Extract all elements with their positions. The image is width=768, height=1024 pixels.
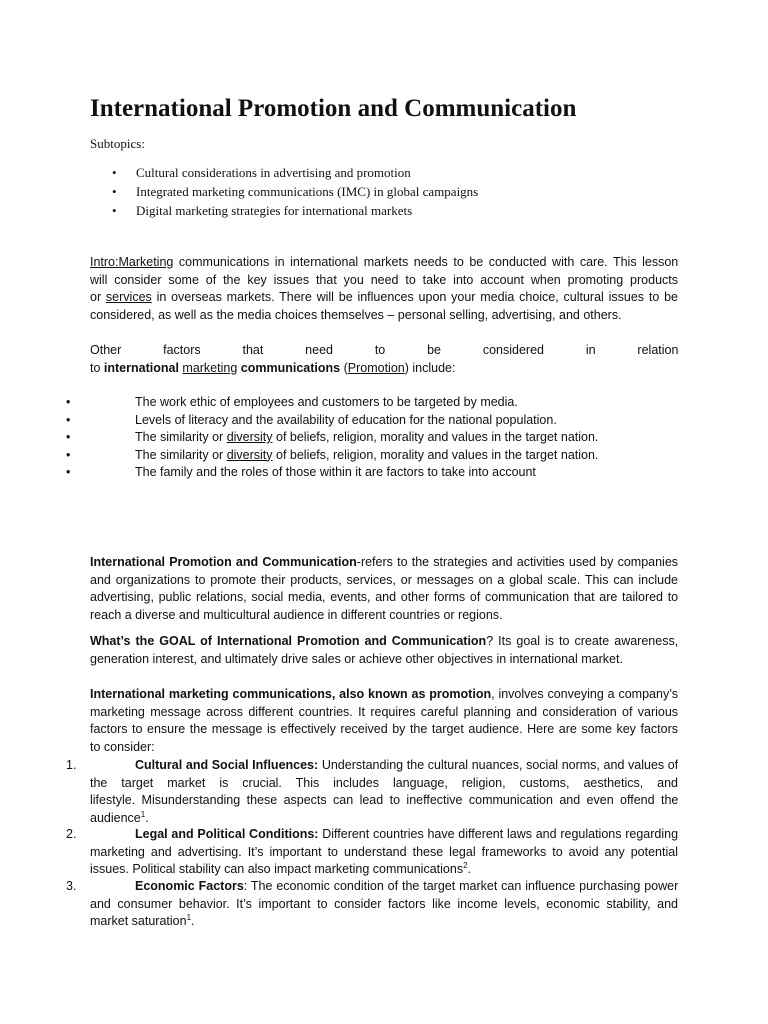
imc-paragraph: International marketing communications, also known as promotion, involves conveying a company’s marketing message across different countries. It requires careful planning and consideration of various factors to ensure the message is effectively received by the target audience. Here are some key factors to consider: [90,687,678,754]
goal-paragraph: What’s the GOAL of International Promotion and Communication? Its goal is to create awareness, generation interest, and ultimately drive sales or achieve other objectives in international market. [90,634,678,666]
list-item: • The similarity or diversity of beliefs, religion, morality and values in the target nation. [66,429,598,447]
bullet-icon: • [112,184,117,199]
subtopics-label: Subtopics: [90,136,145,151]
list-item: • Integrated marketing communications (IMC) in global campaigns [112,184,479,199]
bullet-icon: • [112,165,117,180]
ipc-definition-paragraph: International Promotion and Communication-refers to the strategies and activities used by companies and organizations to promote their products, services, or messages on a global scale. This can include advertising, public relations, social media, events, and other forms of communication that are tailored to reach a diverse and multicultural audience in different countries or regions. [90,555,678,622]
intro-paragraph: Intro:Marketing communications in international markets needs to be conducted with care. This lesson will consider some of the key issues that you need to take into account when promoting products or services in overseas markets. There will be influences upon your media choice, cultural issues to be considered, as well as the media choices themselves – personal selling, advertising, and others. [90,255,678,322]
list-item: • The similarity or diversity of beliefs, religion, morality and values in the target nation. [66,447,598,465]
list-number: 3. [66,879,77,893]
list-item: • The work ethic of employees and customers to be targeted by media. [66,394,598,412]
numbered-item-legal: Legal and Political Conditions: Different countries have different laws and regulations regarding marketing and advertising. It’s important to understand these legal frameworks to avoid any potential issues. Political stability can also impact marketing communications$^2$. [90,827,678,877]
list-item: • Cultural considerations in advertising and promotion [112,165,411,180]
bullet-icon: • [112,203,117,218]
numbered-item-cultural: Cultural and Social Influences: Understanding the cultural nuances, social norms, and values of the target market is crucial. This includes language, religion, customs, aesthetics, and lifestyle. Misunderstanding these aspects can lead to ineffective communication and even offend the audience$^1$. [90,758,678,825]
bullet-icon: • [66,447,71,462]
page-title: International Promotion and Communication [90,95,577,122]
other-factors-paragraph: Other factors that need to be considered in relation to international marketing communications (Promotion) include: [90,343,678,375]
bullet-icon: • [66,412,71,427]
bullet-icon: • [66,395,71,409]
list-item: • The family and the roles of those within it are factors to take into account [66,464,598,482]
numbered-item-economic: Economic Factors: The economic condition of the target market can influence purchasing power and consumer behavior. It’s important to consider factors like income levels, economic stability, and market saturation$^1$. [90,879,678,929]
list-item: • Digital marketing strategies for international markets [112,203,413,218]
bullet-icon: • [66,465,71,479]
list-number: 2. [66,827,77,841]
list-item: • Levels of literacy and the availability of education for the national population. [66,412,598,430]
subtopics-list [112,163,478,220]
factors-list [66,394,598,482]
list-number: 1. [66,758,77,772]
bullet-icon: • [66,430,71,444]
